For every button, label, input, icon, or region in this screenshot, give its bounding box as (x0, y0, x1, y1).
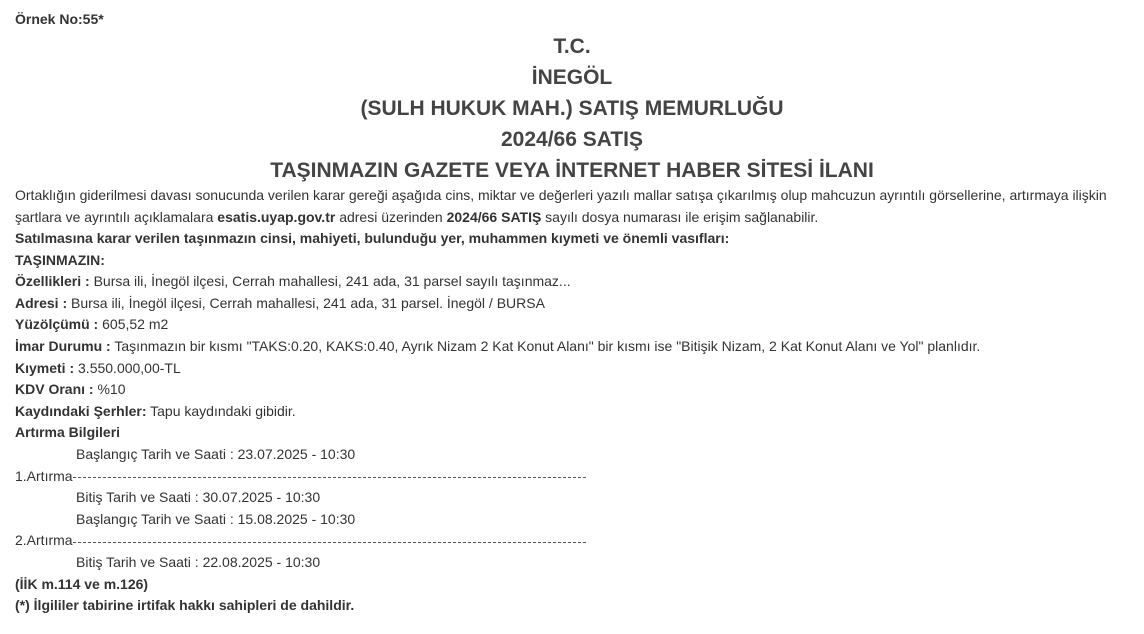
field-value: Taşınmazın bir kısmı "TAKS:0.20, KAKS:0.40, Ayrık Nizam 2 Kat Konut Alanı" bir kısmı ise "Bitişik Nizam, 2 Kat Konut Alanı ve Yol" planlıdır. (110, 337, 981, 354)
field-label: Yüzölçümü : (15, 316, 99, 333)
case-file-number: 2024/66 SATIŞ (446, 209, 542, 225)
round-1-start: Başlangıç Tarih ve Saati : 23.07.2025 - 10:30 (76, 445, 356, 462)
round-1-label: 1.Artırma (15, 467, 73, 484)
field-value: 3.550.000,00-TL (74, 359, 181, 376)
field-label: Özellikleri : (15, 273, 90, 290)
round-2-start: Başlangıç Tarih ve Saati : 15.08.2025 - 10:30 (76, 510, 356, 527)
summary-heading: Satılmasına karar verilen taşınmazın cinsi, mahiyeti, bulunduğu yer, muhammen kıymeti ve önemli vasıfları: (15, 230, 730, 246)
field-label: İmar Durumu : (15, 337, 111, 354)
field-ozellikler (15, 271, 1129, 293)
field-value: Bursa ili, İnegöl ilçesi, Cerrah mahallesi, 241 ada, 31 parsel sayılı taşınmaz... (89, 273, 571, 290)
round-1-end: Bitiş Tarih ve Saati : 30.07.2025 - 10:30 (76, 489, 321, 506)
field-yuzolcum (15, 314, 1129, 336)
esatis-site-link: esatis.uyap.gov.tr (217, 209, 336, 225)
title-case-number: 2024/66 SATIŞ (500, 128, 644, 151)
intro-text-1: Ortaklığın giderilmesi davası sonucunda verilen karar gereği aşağıda cins, miktar ve değerleri yazılı mallar satışa çıkarılmış olup mahcuzun ayrıntılı görsellerine, artırmaya ilişkin şartlara ve ayrıntılı açıklamalara (15, 187, 1107, 225)
dash-separator (73, 542, 586, 543)
field-label: KDV Oranı : (15, 381, 94, 398)
dash-separator (73, 477, 586, 478)
intro-text-3: sayılı dosya numarası ile erişim sağlanabilir. (541, 209, 819, 225)
intro-text-2: adresi üzerinden (335, 209, 447, 225)
field-adres (15, 293, 1129, 315)
field-label: Kıymeti : (15, 359, 75, 376)
round-1-row (15, 466, 1129, 488)
title-city: İNEGÖL (531, 66, 613, 89)
round-2-label: 2.Artırma (15, 532, 73, 549)
title-announcement: TAŞINMAZIN GAZETE VEYA İNTERNET HABER SİTESİ İLANI (270, 159, 874, 182)
field-label: Kaydındaki Şerhler: (15, 402, 147, 419)
round-2-row (15, 530, 1129, 552)
field-kdv (15, 379, 1129, 401)
iik-reference: (İİK m.114 ve m.126) (15, 575, 149, 592)
property-heading: TAŞINMAZIN: (15, 251, 105, 268)
field-value: %10 (93, 381, 126, 398)
field-imar (15, 336, 1129, 358)
field-value: 605,52 m2 (98, 316, 169, 333)
artirma-heading: Artırma Bilgileri (15, 424, 121, 441)
intro-paragraph (15, 184, 1129, 228)
field-value: Bursa ili, İnegöl ilçesi, Cerrah mahallesi, 241 ada, 31 parsel. İnegöl / BURSA (67, 294, 545, 311)
title-tc: T.C. (553, 35, 591, 58)
title-office: (SULH HUKUK MAH.) SATIŞ MEMURLUĞU (360, 97, 784, 120)
footnote: (*) İlgililer tabirine irtifak hakkı sahipleri de dahildir. (15, 597, 355, 614)
field-serh (15, 401, 1129, 423)
round-2-end: Bitiş Tarih ve Saati : 22.08.2025 - 10:30 (76, 553, 321, 570)
field-label: Adresi : (15, 294, 68, 311)
field-value: Tapu kaydındaki gibidir. (146, 402, 296, 419)
field-kiymet (15, 358, 1129, 380)
example-number: Örnek No:55* (15, 11, 104, 27)
